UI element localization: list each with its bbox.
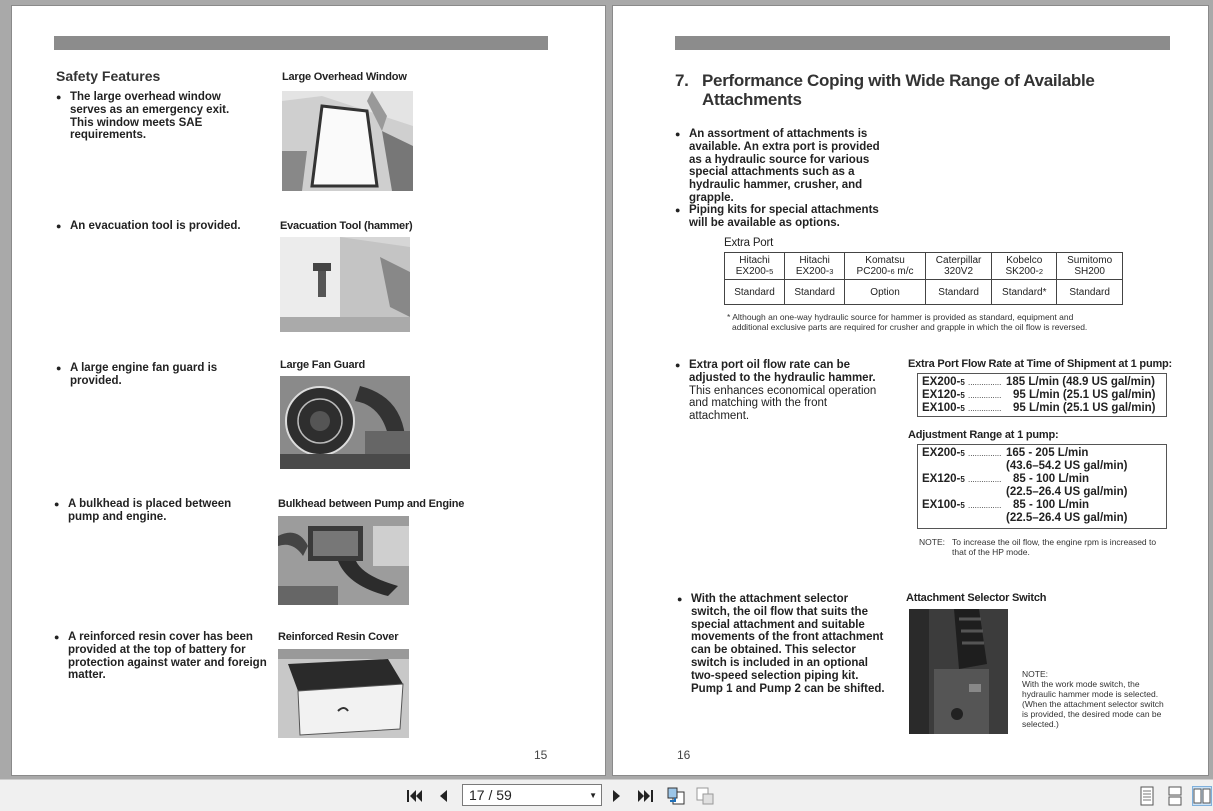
model: SH200 (1074, 266, 1105, 277)
shipment-flow-box (917, 373, 1167, 417)
brand: Kobelco (1006, 255, 1043, 266)
feature-text: ● A reinforced resin cover has been provided at the top of battery for protection against water and foreign matter. (54, 631, 268, 682)
evacuation-tool-photo (280, 237, 410, 332)
model-suffix: 5 (960, 475, 965, 484)
flow-row (922, 486, 1162, 499)
table-cell: Standard* (992, 280, 1057, 305)
right-page (612, 5, 1209, 776)
table-header (785, 253, 845, 280)
go-forward-view-button[interactable] (694, 785, 716, 807)
flow-value: 85 - 100 L/min (1013, 499, 1090, 511)
photo-caption: Bulkhead between Pump and Engine (278, 498, 465, 510)
model: SK200- (1005, 266, 1039, 277)
table-header (1057, 253, 1123, 280)
model-suffix: 3 (829, 267, 834, 276)
previous-view-icon (666, 786, 686, 806)
flow-row (922, 460, 1162, 473)
adjust-range-box (917, 444, 1167, 529)
brand: Hitachi (739, 255, 770, 266)
photo-caption: Evacuation Tool (hammer) (280, 220, 413, 232)
flow-value: 165 - 205 L/min (1006, 447, 1089, 459)
model: EX200- (795, 266, 830, 277)
note-label: NOTE: (919, 537, 945, 547)
extra-port-table (724, 252, 1123, 305)
table-cell: Standard (725, 280, 785, 305)
last-page-icon (636, 788, 654, 804)
dropdown-arrow-icon: ▼ (589, 791, 597, 800)
table-header (845, 253, 926, 280)
feature-text: ● A bulkhead is placed between pump and engine. (54, 498, 253, 524)
selector-note-text: With the work mode switch, the hydraulic hammer mode is selected. (When the attachment selector switch is provided, the desired mode can be selected.) (1022, 679, 1164, 729)
bulkhead-photo (278, 516, 409, 605)
model: EX100- (922, 499, 961, 511)
chapter-title: Performance Coping with Wide Range of Available Attachments (702, 71, 1095, 109)
flow-row (922, 376, 1162, 389)
note-line: that of the HP mode. (952, 547, 1030, 557)
previous-page-button[interactable] (432, 785, 454, 807)
table-cell: Option (845, 280, 926, 305)
dot-leader: ............... (968, 378, 1002, 387)
brand: Caterpillar (935, 255, 982, 266)
single-page-icon (1138, 786, 1156, 806)
model: 320V2 (944, 266, 974, 277)
model-suffix: 5 (960, 378, 965, 387)
table-cell: Standard (1057, 280, 1123, 305)
brand: Hitachi (799, 255, 830, 266)
attachments-bullet: ● An assortment of attachments is available. An extra port is provided as a hydraulic source for various special attachments such as a hydraulic hammer, crusher, and grapple. (675, 128, 889, 205)
continuous-view-button[interactable] (1166, 786, 1184, 806)
feature-text: ● An evacuation tool is provided. (56, 220, 270, 233)
model: EX120- (922, 389, 961, 401)
table-cell: Standard (785, 280, 845, 305)
model: EX200- (922, 376, 961, 388)
next-page-icon (610, 788, 624, 804)
table-cell: Standard (925, 280, 991, 305)
single-page-view-button[interactable] (1138, 786, 1156, 806)
brand: Komatsu (865, 255, 905, 266)
model: EX100- (922, 402, 961, 414)
extra-port-label: Extra Port (724, 237, 774, 249)
dot-leader: ............... (968, 391, 1002, 400)
overhead-window-photo (282, 91, 413, 191)
feature-text: ● A large engine fan guard is provided. (56, 362, 255, 388)
page-number: 16 (677, 748, 691, 762)
flow-bullet-normal: This enhances economical operation and matching with the front attachment. (689, 384, 877, 423)
photo-caption: Large Fan Guard (280, 359, 366, 371)
table-header (725, 253, 785, 280)
table-header-row (725, 253, 1123, 280)
flow-subvalue: (22.5–26.4 US gal/min) (1006, 486, 1128, 498)
table-row (725, 280, 1123, 305)
photo-caption: Attachment Selector Switch (906, 592, 1047, 604)
last-page-button[interactable] (634, 785, 656, 807)
dot-leader: ............... (968, 404, 1002, 413)
first-page-icon (406, 788, 424, 804)
footnote-line: additional exclusive parts are required for crusher and grapple in which the oil flow is reversed. (732, 322, 1088, 332)
flow-row (922, 499, 1162, 512)
dot-leader: ............... (968, 501, 1002, 510)
page-number-input[interactable] (462, 784, 602, 806)
flow-row (922, 447, 1162, 460)
model-tail: m/c (894, 266, 914, 277)
flow-row (922, 473, 1162, 486)
flow-row (922, 402, 1162, 415)
continuous-page-icon (1166, 786, 1184, 806)
model-suffix: 5 (960, 449, 965, 458)
model-suffix: 2 (1038, 267, 1044, 276)
model: PC200- (856, 266, 891, 277)
model: EX120- (922, 473, 961, 485)
fan-guard-photo (280, 376, 410, 469)
selector-switch-photo (909, 609, 1008, 734)
previous-page-icon (436, 788, 450, 804)
model-suffix: 5 (960, 391, 965, 400)
flow-value: 95 L/min (25.1 US gal/min) (1013, 402, 1156, 414)
page-indicator: 17 / 59 (469, 787, 512, 803)
flow-value: 185 L/min (48.9 US gal/min) (1006, 376, 1155, 388)
navigation-toolbar (0, 779, 1213, 811)
model-suffix: 5 (960, 501, 965, 510)
adjust-range-title: Adjustment Range at 1 pump: (908, 429, 1059, 441)
shipment-flow-title: Extra Port Flow Rate at Time of Shipment at 1 pump: (908, 358, 1173, 370)
note-line: To increase the oil flow, the engine rpm is increased to (952, 537, 1157, 547)
chapter-number: 7. (675, 71, 689, 90)
flow-subvalue: (22.5–26.4 US gal/min) (1006, 512, 1128, 524)
model: EX200- (922, 447, 961, 459)
next-view-icon (695, 786, 715, 806)
footnote-line: * Although an one-way hydraulic source for hammer is provided as standard, equipment and (727, 312, 1074, 322)
model-suffix: 6 (890, 267, 895, 276)
dot-leader: ............... (968, 449, 1002, 458)
next-page-button[interactable] (606, 785, 628, 807)
facing-view-button[interactable] (1192, 786, 1212, 806)
flow-value: 85 - 100 L/min (1013, 473, 1090, 485)
flow-bullet (675, 359, 889, 423)
flow-row (922, 512, 1162, 525)
table-header (925, 253, 991, 280)
go-back-view-button[interactable] (665, 785, 687, 807)
table-header (992, 253, 1057, 280)
piping-kit-bullet: ● Piping kits for special attachments will be available as options. (675, 204, 889, 230)
facing-pages-icon (1193, 787, 1211, 805)
flow-row (922, 389, 1162, 402)
header-bar (675, 36, 1170, 50)
photo-caption: Reinforced Resin Cover (278, 631, 399, 643)
flow-value: 95 L/min (25.1 US gal/min) (1013, 389, 1156, 401)
brand: Sumitomo (1067, 255, 1113, 266)
header-bar (54, 36, 548, 50)
left-page (11, 5, 606, 776)
feature-text: ● The large overhead window serves as an emergency exit. This window meets SAE requirements. (56, 91, 255, 142)
selector-note-label: NOTE: (1022, 669, 1048, 679)
dot-leader: ............... (968, 475, 1002, 484)
model-suffix: 5 (960, 404, 965, 413)
resin-cover-photo (278, 649, 409, 738)
flow-subvalue: (43.6–54.2 US gal/min) (1006, 460, 1128, 472)
page-number: 15 (534, 748, 548, 762)
model-suffix: 5 (769, 267, 774, 276)
section-title: Safety Features (56, 68, 161, 84)
first-page-button[interactable] (404, 785, 426, 807)
photo-caption: Large Overhead Window (282, 71, 407, 83)
model: EX200- (735, 266, 770, 277)
selector-bullet: ● With the attachment selector switch, the oil flow that suits the special attachment and suitable movements of the front attachment can be obtained. This selector switch is included in an optional two-speed selection piping kit. Pump 1 and Pump 2 can be shifted. (677, 593, 886, 695)
flow-bullet-bold: Extra port oil flow rate can be adjusted to the hydraulic hammer. (689, 359, 876, 384)
